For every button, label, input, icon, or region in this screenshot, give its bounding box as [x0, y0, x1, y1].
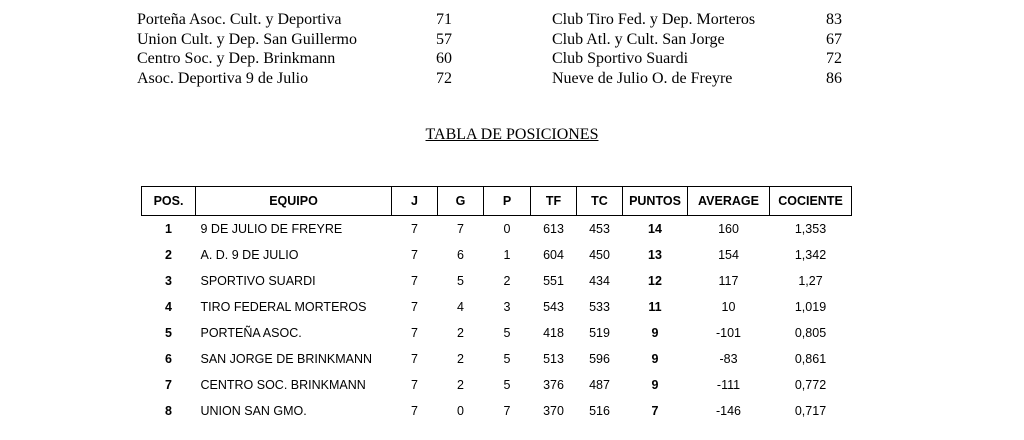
cell-team: PORTEÑA ASOC. [200, 326, 302, 340]
cell-average: 160 [718, 222, 739, 236]
cell-tc: 487 [589, 378, 610, 392]
cell-cociente: 0,772 [794, 378, 827, 392]
cell-pos: 5 [165, 326, 172, 340]
cell-j: 7 [411, 300, 418, 314]
cell-tf: 613 [543, 222, 564, 236]
table-row [142, 320, 852, 346]
cell-g: 2 [457, 326, 464, 340]
cell-p: 1 [503, 248, 511, 262]
cell-tc: 516 [589, 404, 610, 418]
result-score: 71 [436, 11, 452, 28]
result-team: Club Tiro Fed. y Dep. Morteros [552, 11, 756, 28]
cell-pos: 3 [165, 274, 172, 288]
cell-g: 2 [457, 378, 464, 392]
cell-cociente: 1,353 [794, 222, 827, 236]
cell-team: SPORTIVO SUARDI [200, 274, 316, 288]
result-row [137, 49, 452, 69]
result-row [552, 49, 842, 69]
col-header-average: AVERAGE [688, 187, 770, 216]
cell-j: 7 [411, 378, 418, 392]
result-score: 83 [826, 11, 842, 28]
cell-points: 14 [648, 222, 662, 236]
cell-average: -101 [715, 326, 742, 340]
cell-points: 11 [648, 300, 662, 314]
cell-cociente: 1,27 [798, 274, 823, 288]
col-header-j: J [392, 187, 438, 216]
cell-pos: 2 [165, 248, 172, 262]
table-row [142, 294, 852, 320]
cell-j: 7 [411, 352, 418, 366]
result-score: 57 [436, 30, 452, 48]
cell-tc: 533 [589, 300, 610, 314]
table-row [142, 346, 852, 372]
col-header-pos: POS. [142, 187, 196, 216]
cell-pos: 1 [165, 222, 172, 236]
result-team: Nueve de Julio O. de Freyre [552, 69, 733, 87]
cell-tf: 418 [543, 326, 564, 340]
cell-points: 9 [651, 378, 659, 392]
table-row [142, 372, 852, 398]
cell-p: 5 [503, 352, 511, 366]
cell-points: 7 [651, 404, 659, 418]
cell-j: 7 [411, 248, 418, 262]
cell-team: SAN JORGE DE BRINKMANN [200, 352, 373, 366]
results-right-column [552, 10, 842, 88]
result-score: 72 [826, 50, 842, 67]
result-row [552, 10, 842, 30]
result-row [137, 10, 452, 30]
standings-table [141, 186, 852, 424]
cell-j: 7 [411, 404, 418, 418]
cell-cociente: 0,717 [794, 404, 827, 418]
cell-j: 7 [411, 222, 418, 236]
cell-average: -146 [715, 404, 742, 418]
cell-points: 9 [651, 326, 659, 340]
table-row [142, 242, 852, 268]
result-score: 67 [826, 30, 842, 48]
cell-p: 0 [503, 222, 511, 236]
result-team: Centro Soc. y Dep. Brinkmann [137, 50, 336, 67]
cell-cociente: 0,861 [794, 352, 827, 366]
cell-tf: 370 [543, 404, 564, 418]
result-team: Club Atl. y Cult. San Jorge [552, 30, 725, 48]
result-team: Porteña Asoc. Cult. y Deportiva [137, 11, 342, 28]
cell-g: 2 [457, 352, 464, 366]
cell-tc: 453 [589, 222, 610, 236]
result-team: Asoc. Deportiva 9 de Julio [137, 69, 309, 87]
result-team: Union Cult. y Dep. San Guillermo [137, 30, 357, 48]
cell-j: 7 [411, 326, 418, 340]
cell-tc: 450 [589, 248, 610, 262]
cell-g: 5 [457, 274, 464, 288]
cell-g: 6 [457, 248, 464, 262]
cell-tc: 434 [589, 274, 610, 288]
cell-points: 13 [648, 248, 662, 262]
cell-points: 12 [648, 274, 662, 288]
result-row [137, 69, 452, 89]
cell-team: TIRO FEDERAL MORTEROS [200, 300, 367, 314]
result-row [137, 30, 452, 50]
cell-tc: 596 [589, 352, 610, 366]
table-row [142, 268, 852, 294]
cell-cociente: 1,342 [794, 248, 827, 262]
standings-title: TABLA DE POSICIONES [425, 126, 599, 143]
cell-p: 5 [503, 326, 511, 340]
cell-tf: 376 [543, 378, 564, 392]
cell-team: 9 DE JULIO DE FREYRE [200, 222, 343, 236]
cell-average: 10 [721, 300, 736, 314]
cell-p: 5 [503, 378, 511, 392]
col-header-team: EQUIPO [196, 187, 392, 216]
cell-p: 2 [503, 274, 511, 288]
cell-average: -111 [716, 378, 741, 392]
result-score: 60 [436, 50, 452, 67]
col-header-tc: TC [577, 187, 623, 216]
cell-points: 9 [651, 352, 659, 366]
cell-pos: 6 [165, 352, 172, 366]
cell-g: 4 [457, 300, 464, 314]
col-header-cociente: COCIENTE [770, 187, 852, 216]
cell-cociente: 1,019 [794, 300, 827, 314]
cell-tf: 543 [543, 300, 564, 314]
cell-tf: 551 [543, 274, 564, 288]
cell-average: -83 [719, 352, 738, 366]
cell-pos: 4 [165, 300, 172, 314]
cell-tf: 513 [543, 352, 564, 366]
col-header-points: PUNTOS [623, 187, 688, 216]
cell-j: 7 [411, 274, 418, 288]
result-row [552, 69, 842, 89]
result-team: Club Sportivo Suardi [552, 50, 689, 67]
cell-p: 3 [503, 300, 511, 314]
results-left-column [137, 10, 452, 88]
table-row [142, 398, 852, 424]
cell-tf: 604 [543, 248, 564, 262]
cell-g: 7 [457, 222, 464, 236]
cell-average: 117 [718, 274, 739, 288]
cell-team: A. D. 9 DE JULIO [200, 248, 299, 262]
col-header-tf: TF [531, 187, 577, 216]
cell-g: 0 [457, 404, 464, 418]
cell-cociente: 0,805 [794, 326, 827, 340]
result-row [552, 30, 842, 50]
cell-team: CENTRO SOC. BRINKMANN [200, 378, 366, 392]
cell-average: 154 [718, 248, 739, 262]
col-header-g: G [438, 187, 484, 216]
cell-p: 7 [503, 404, 511, 418]
cell-pos: 8 [165, 404, 172, 418]
result-score: 72 [436, 69, 452, 87]
table-header-row [142, 187, 852, 216]
table-row [142, 216, 852, 243]
result-score: 86 [826, 69, 842, 87]
col-header-p: P [484, 187, 531, 216]
cell-team: UNION SAN GMO. [200, 404, 307, 418]
cell-tc: 519 [589, 326, 610, 340]
cell-pos: 7 [165, 378, 172, 392]
